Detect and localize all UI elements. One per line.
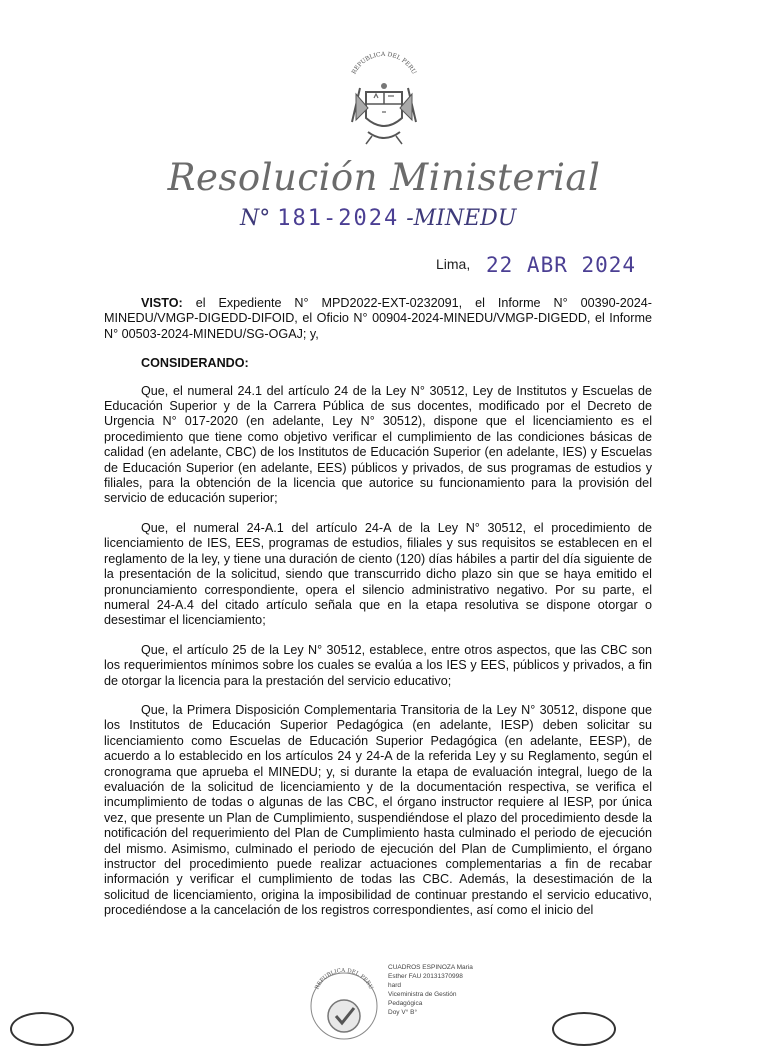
signature-seal bbox=[306, 966, 382, 1042]
number-prefix: N° bbox=[240, 206, 271, 231]
signer-line: hard bbox=[388, 982, 402, 989]
visto-paragraph bbox=[104, 296, 652, 342]
paragraph: Que, el numeral 24.1 del artículo 24 de la Ley N° 30512, Ley de Institutos y Escuelas de Educación Superior y de la Carrera Pública de sus docentes, modificado por el Decreto de Urgencia N° 017-2020 (en adelante, Ley N° 30512), dispone que el licenciamiento es el procedimiento que tiene como objetivo verificar el cumplimiento de las condiciones básicas de calidad (en adelante, CBC) de los Institutos de Educación Superior (en adelante, IES) y Escuelas de Educación Superior (en adelante, EES) públicos y privados, de sus programas de estudios y filiales, para la obtención de la licencia que autorice su funcionamiento para la provisión del servicio de educación superior; bbox=[104, 383, 652, 506]
signer-line: Doy V° B° bbox=[388, 1009, 418, 1016]
considerando-heading: CONSIDERANDO: bbox=[141, 356, 249, 371]
signer-line: Esther FAU 20131370998 bbox=[388, 973, 463, 980]
number-suffix: -MINEDU bbox=[406, 206, 517, 231]
corner-mark-left bbox=[10, 1012, 74, 1046]
signer-line: CUADROS ESPINOZA Maria bbox=[388, 964, 473, 971]
signer-line: Viceministra de Gestión bbox=[388, 991, 457, 998]
svg-text:REPUBLICA DEL PERU: REPUBLICA DEL PERU bbox=[350, 50, 418, 76]
coat-of-arms-seal bbox=[338, 48, 430, 158]
place-label: Lima, bbox=[436, 256, 471, 272]
paragraph: Que, la Primera Disposición Complementaria Transitoria de la Ley N° 30512, dispone que los Institutos de Educación Superior Pedagógica (en adelante, IESP) deben solicitar su licenciamiento como Escuelas de Educación Superior Pedagógica (en adelante, EESP), de acuerdo a lo establecido en los artículos 24 y 24-A de la referida Ley y su Reglamento, según el cronograma que aprueba el MINEDU; y, si durante la etapa de evaluación integral, luego de la evaluación de la solicitud de licenciamiento y de la documentación respectiva, se verifica el incumplimiento de todas o algunas de las CBC, el órgano instructor requiere al IESP, por única vez, que presente un Plan de Cumplimiento, suspendiéndose el plazo del procedimiento desde la notificación del requerimiento del Plan de Cumplimiento hasta culminado el periodo de ejecución del mismo. Asimismo, culminado el periodo de ejecución del Plan de Cumplimiento, el órgano instructor del procedimiento puede realizar actuaciones complementarias a fin de recabar información y verificar el cumplimiento de todas las CBC. Además, la desestimación de la solicitud de licenciamiento, origina la imposibilidad de continuar prestando el servicio educativo, procediéndose a la cancelación de los registros correspondientes, así como el inicio del bbox=[104, 702, 652, 918]
signer-line: Pedagógica bbox=[388, 1000, 423, 1007]
corner-mark-right bbox=[552, 1012, 616, 1046]
resolution-number bbox=[240, 206, 516, 231]
document-body bbox=[104, 296, 652, 933]
paragraph: Que, el artículo 25 de la Ley N° 30512, establece, entre otros aspectos, que las CBC son los requerimientos mínimos sobre los cuales se evalúa a los IES y EES, públicos y privados, a fin de otorgar la licencia para la prestación del servicio educativo; bbox=[104, 642, 652, 688]
digital-signature-info bbox=[388, 964, 498, 1018]
date-stamp: 22 ABR 2024 bbox=[486, 253, 637, 277]
paragraph: Que, el numeral 24-A.1 del artículo 24-A de la Ley N° 30512, el procedimiento de licenciamiento de IES, EES, programas de estudios, filiales y sus requisitos se establecen en el reglamento de la ley, y tiene una duración de ciento (120) días hábiles a partir del día siguiente de la presentación de la solicitud, siendo que transcurrido dicho plazo sin que se haya emitido el pronunciamiento correspondiente, opera el silencio administrativo negativo. Por su parte, el numeral 24-A.4 del citado artículo señala que en la etapa resolutiva se dispone otorgar o desestimar el licenciamiento; bbox=[104, 520, 652, 628]
visto-label: VISTO: bbox=[141, 296, 183, 310]
number-stamp: 181-2024 bbox=[277, 206, 400, 231]
visto-text: el Expediente N° MPD2022-EXT-0232091, el Informe N° 00390-2024-MINEDU/VMGP-DIGEDD-DIFOID, el Oficio N° 00904-2024-MINEDU/VMGP-DIGEDD, el Informe N° 00503-2024-MINEDU/SG-OGAJ; y, bbox=[104, 296, 652, 341]
document-title: Resolución Ministerial bbox=[167, 156, 601, 199]
svg-text:REPUBLICA DEL PERU: REPUBLICA DEL PERU bbox=[314, 967, 374, 991]
